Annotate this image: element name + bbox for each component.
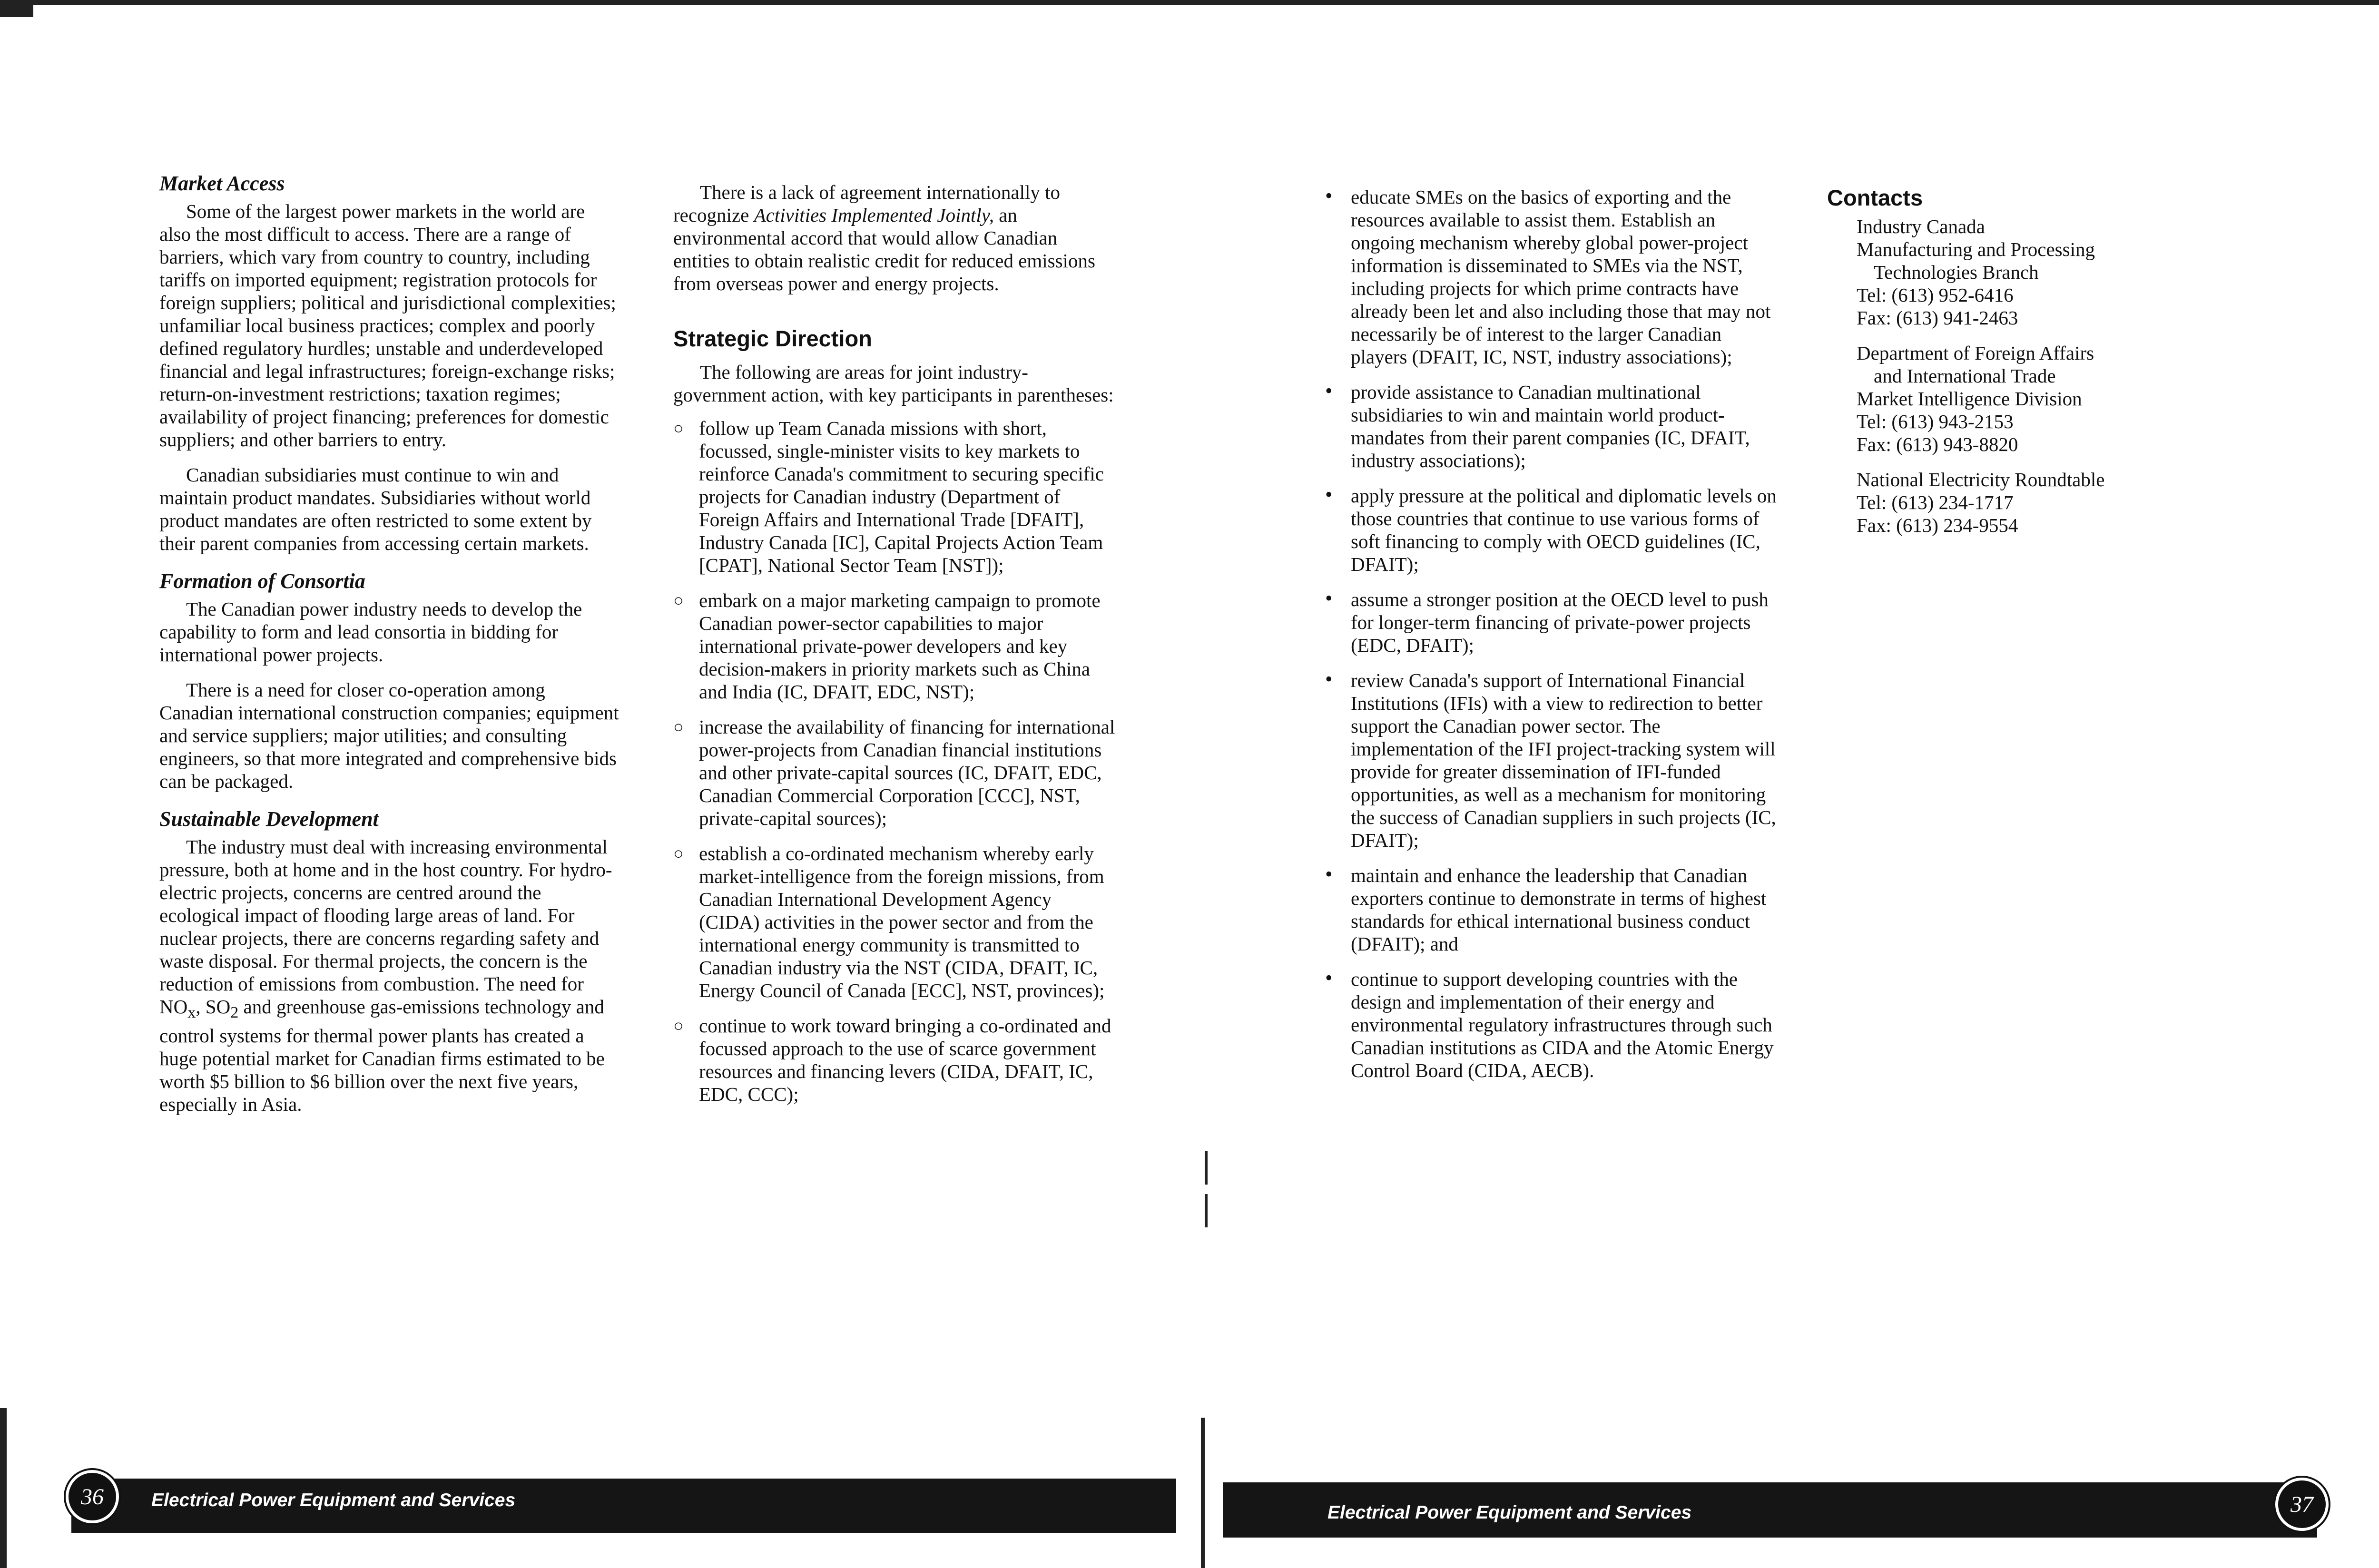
strategic-direction-list	[673, 417, 1116, 1106]
market-access-heading: Market Access	[159, 172, 285, 195]
body-paragraph: The Canadian power industry needs to develop the capability to form and lead consortia in bidding for international power projects.	[159, 598, 582, 666]
list-item-text: follow up Team Canada missions with short, focussed, single-minister visits to key markets to reinforce Canada's commitment to securing specific projects for Canadian industry (Department of Foreign Affairs and International Trade [DFAIT], Industry Canada [IC], Capital Projects Action Team [CPAT], National Sector Team [NST]);	[699, 417, 1104, 576]
left-footer-title: Electrical Power Equipment and Services	[151, 1490, 516, 1510]
list-item	[673, 1014, 1116, 1106]
list-item	[673, 842, 1116, 1002]
italic-term: Activities Implemented Jointly,	[754, 204, 994, 226]
consortia-section	[159, 569, 621, 793]
bullet-icon: •	[1325, 966, 1333, 990]
contact-name: and International Trade	[1874, 365, 2056, 387]
contact-fax: Fax: (613) 234-9554	[1857, 514, 2018, 536]
aij-paragraph-block	[673, 181, 1116, 295]
strategic-direction-list-continued	[1325, 186, 1777, 1082]
list-item-text: continue to support developing countries with the design and implementation of their energy and environmental regulatory infrastructures through such Canadian institutions as CIDA and the Atomic Energy Control Board (CIDA, AECB).	[1351, 968, 1774, 1081]
contact-block-industry-canada	[1857, 215, 2236, 329]
contact-tel: Tel: (613) 234-1717	[1857, 491, 2014, 513]
contact-tel: Tel: (613) 952-6416	[1857, 284, 2014, 306]
list-item-text: provide assistance to Canadian multinational subsidiaries to win and maintain world product-mandates from their parent companies (IC, DFAIT, industry associations);	[1351, 381, 1750, 471]
list-item-text: assume a stronger position at the OECD level to push for longer-term financing of private-power projects (EDC, DFAIT);	[1351, 588, 1769, 656]
body-paragraph: Canadian subsidiaries must continue to win and maintain product mandates. Subsidiaries without world product mandates are often restricted to some extent by their parent companies from accessing certain markets.	[159, 464, 592, 554]
text-segment: , SO	[196, 996, 231, 1018]
right-page-number: 37	[2275, 1478, 2329, 1531]
list-item	[1325, 968, 1777, 1082]
list-item	[1325, 864, 1777, 955]
body-paragraph: Some of the largest power markets in the world are also the most difficult to access. There are a range of barriers, which vary from country to country, including tariffs on imported equipment; registration protocols for foreign suppliers; political and jurisdictional complexities; unfamiliar local business practices; complex and poorly defined regulatory hurdles; unstable and underdeveloped financial and legal infrastructures; foreign-exchange risks; return-on-investment restrictions; taxation regimes; availability of project financing; preferences for domestic suppliers; and other barriers to entry.	[159, 200, 616, 451]
circle-bullet-icon: ○	[673, 419, 684, 438]
bullet-icon: •	[1325, 379, 1333, 402]
text-segment: The industry must deal with increasing environmental pressure, both at home and in the host country. For hydro-electric projects, concerns are centred around the ecological impact of flooding large areas of land. For nuclear projects, there are concerns regarding safety and waste disposal. For thermal projects, the concern is the reduction of emissions from combustion. The need for NO	[159, 836, 612, 1018]
subscript: x	[187, 1004, 196, 1022]
list-item-text: educate SMEs on the basics of exporting and the resources available to assist them. Establish an ongoing mechanism whereby global power-project information is disseminated to SMEs via the NST, including projects for which prime contracts have already been let and also including those that may not necessarily be of interest to the larger Canadian players (DFAIT, IC, NST, industry associations);	[1351, 186, 1771, 368]
left-page-number: 36	[66, 1470, 119, 1523]
list-item-text: apply pressure at the political and diplomatic levels on those countries that continue to use various forms of soft financing to comply with OECD guidelines (IC, DFAIT);	[1351, 485, 1777, 575]
body-paragraph	[159, 835, 621, 1116]
list-item-text: increase the availability of financing for international power-projects from Canadian financial institutions and other private-capital sources (IC, DFAIT, EDC, Canadian Commercial Corporation [CCC], NST, private-capital sources);	[699, 716, 1115, 829]
circle-bullet-icon: ○	[673, 591, 684, 610]
contact-name: Industry Canada	[1857, 216, 1985, 237]
body-paragraph: The following are areas for joint industry-government action, with key participants in parentheses:	[673, 361, 1114, 406]
list-item	[673, 715, 1116, 830]
text-segment: an environmental accord that would allow Canadian entities to obtain realistic credit for reduced emissions from overseas power and energy projects.	[673, 204, 1095, 294]
contact-name: Department of Foreign Affairs	[1857, 342, 2094, 364]
bullet-icon: •	[1325, 862, 1333, 886]
list-item-text: establish a co-ordinated mechanism whereby early market-intelligence from the foreign missions, from Canadian International Development Agency (CIDA) activities in the power sector and from the international energy community is transmitted to Canadian industry via the NST (CIDA, DFAIT, IC, Energy Council of Canada [ECC], NST, provinces);	[699, 843, 1105, 1001]
top-left-scan-corner	[0, 0, 33, 17]
binding-mark	[1205, 1194, 1208, 1227]
market-access-section	[159, 171, 621, 555]
contact-name: National Electricity Roundtable	[1857, 469, 2105, 490]
binding-mark	[1205, 1151, 1208, 1185]
body-paragraph	[673, 181, 1116, 295]
subscript: 2	[230, 1004, 239, 1022]
right-page-column-1	[1325, 186, 1777, 1094]
list-item	[1325, 669, 1777, 852]
contact-fax: Fax: (613) 943-8820	[1857, 433, 2018, 455]
sustainable-development-heading: Sustainable Development	[159, 807, 379, 831]
contact-fax: Fax: (613) 941-2463	[1857, 307, 2018, 329]
contact-branch: Technologies Branch	[1874, 261, 2039, 283]
binding-line	[1201, 1418, 1205, 1568]
bullet-icon: •	[1325, 483, 1333, 506]
circle-bullet-icon: ○	[673, 717, 684, 736]
circle-bullet-icon: ○	[673, 1016, 684, 1035]
bullet-icon: •	[1325, 184, 1333, 207]
list-item	[673, 417, 1116, 577]
bullet-icon: •	[1325, 667, 1333, 691]
consortia-heading: Formation of Consortia	[159, 569, 365, 593]
contacts-column	[1827, 185, 2236, 549]
list-item	[1325, 381, 1777, 472]
list-item-text: maintain and enhance the leadership that Canadian exporters continue to demonstrate in terms of highest standards for ethical international business conduct (DFAIT); and	[1351, 864, 1767, 955]
contact-division: Market Intelligence Division	[1857, 388, 2082, 410]
contact-tel: Tel: (613) 943-2153	[1857, 411, 2014, 432]
right-footer-title: Electrical Power Equipment and Services	[1327, 1502, 1692, 1523]
top-scan-edge	[0, 0, 2379, 5]
body-paragraph: There is a need for closer co-operation among Canadian international construction companies; equipment and service suppliers; major utilities; and consulting engineers, so that more integrated and comprehensive bids can be packaged.	[159, 679, 619, 792]
list-item	[1325, 588, 1777, 657]
text-segment: and greenhouse gas-emissions technology and control systems for thermal power plants has created a huge potential market for Canadian firms estimated to be worth $5 billion to $6 billion over the next five years, especially in Asia.	[159, 996, 605, 1116]
contact-block-dfait	[1857, 342, 2236, 456]
list-item	[673, 589, 1116, 703]
contact-block-roundtable	[1857, 468, 2236, 537]
list-item-text: embark on a major marketing campaign to promote Canadian power-sector capabilities to major international private-power developers and key decision-makers in priority markets such as China and India (IC, DFAIT, EDC, NST);	[699, 589, 1101, 703]
text-segment: There is a lack of agreement internationally to recognize	[673, 181, 1061, 226]
strategic-direction-heading: Strategic Direction	[673, 326, 872, 351]
list-item	[1325, 186, 1777, 368]
circle-bullet-icon: ○	[673, 844, 684, 863]
list-item	[1325, 484, 1777, 576]
bullet-icon: •	[1325, 587, 1333, 610]
left-scan-edge	[0, 1408, 7, 1568]
left-page-column-1	[159, 171, 621, 1130]
left-page-column-2	[673, 181, 1116, 1118]
sustainable-development-section	[159, 807, 621, 1116]
contacts-heading: Contacts	[1827, 185, 1923, 210]
list-item-text: review Canada's support of International Financial Institutions (IFIs) with a view to redirection to better support the Canadian power sector. The implementation of the IFI project-tracking system will provide for greater dissemination of IFI-funded opportunities, as well as a mechanism for monitoring the success of Canadian suppliers in such projects (IC, DFAIT);	[1351, 669, 1776, 851]
list-item-text: continue to work toward bringing a co-ordinated and focussed approach to the use of scarce government resources and financing levers (CIDA, DFAIT, IC, EDC, CCC);	[699, 1015, 1111, 1105]
contact-branch: Manufacturing and Processing	[1857, 238, 2095, 260]
